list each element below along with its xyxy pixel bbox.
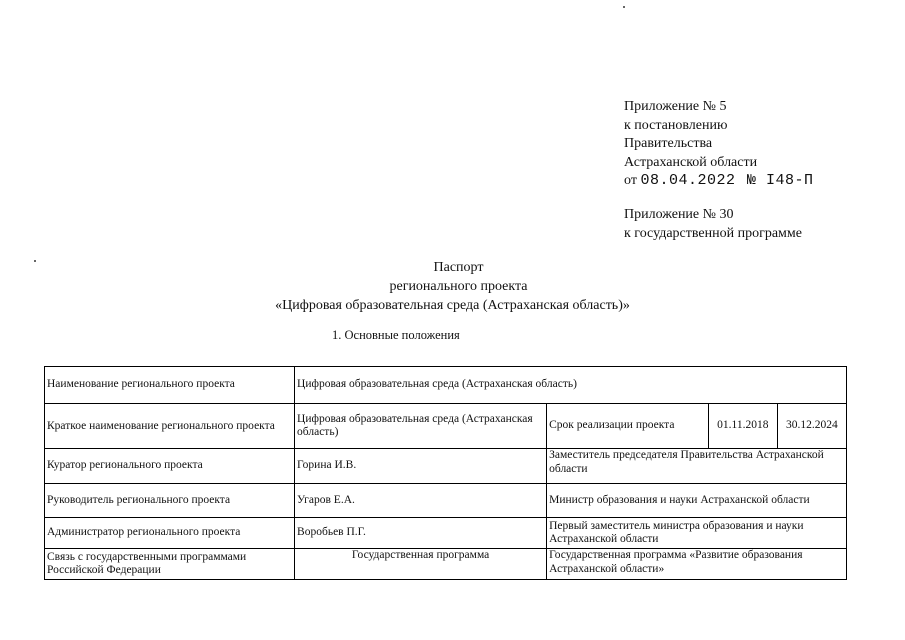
period-label: Срок реализации проекта [547, 404, 709, 449]
appendix-number: Приложение № 5 [624, 99, 727, 114]
decree-number: № I48-П [746, 172, 814, 189]
decree-date: 08.04.2022 [640, 172, 736, 189]
table-row [45, 404, 847, 449]
row-label: Администратор регионального проекта [45, 518, 295, 549]
row-label: Краткое наименование регионального проекта [45, 404, 295, 449]
program-name: Государственная программа «Развитие образования Астраханской области» [547, 549, 847, 580]
row-label: Куратор регионального проекта [45, 449, 295, 484]
table-row [45, 449, 847, 484]
person-position: Министр образования и науки Астраханской области [547, 484, 847, 518]
end-date: 30.12.2024 [777, 404, 846, 449]
person-name: Воробьев П.Г. [295, 518, 547, 549]
table-row [45, 484, 847, 518]
person-name: Горина И.В. [295, 449, 547, 484]
table-row [45, 549, 847, 580]
appendix-block-program [624, 206, 802, 243]
passport-title: Паспорт [433, 260, 484, 275]
from-label: от [624, 173, 637, 188]
row-label: Связь с государственными программами Российской Федерации [45, 549, 295, 580]
scan-speck [34, 260, 36, 262]
table-row [45, 518, 847, 549]
scan-speck [623, 6, 625, 8]
appendix-ref-line: к постановлению [624, 117, 728, 133]
program-type: Государственная программа [295, 549, 547, 580]
short-name-cell: Цифровая образовательная среда (Астраханская область) [295, 404, 547, 449]
start-date: 01.11.2018 [708, 404, 777, 449]
passport-heading [0, 258, 905, 315]
appendix-ref-line: Астраханской области [624, 154, 758, 170]
project-name: «Цифровая образовательная среда (Астраханская область)» [275, 298, 630, 313]
passport-subtitle: регионального проекта [389, 279, 528, 294]
decree-date-line [624, 172, 813, 191]
appendix-ref-line: Правительства [624, 136, 713, 151]
person-name: Угаров Е.А. [295, 484, 547, 518]
row-label: Наименование регионального проекта [45, 367, 295, 404]
person-position: Первый заместитель министра образования и науки Астраханской области [547, 518, 847, 549]
section-title: 1. Основные положения [332, 328, 460, 342]
appendix-ref-line: к государственной программе [624, 225, 802, 241]
appendix-number: Приложение № 30 [624, 207, 734, 222]
appendix-block-decree [624, 98, 813, 191]
main-provisions-table [44, 366, 847, 580]
project-name-cell: Цифровая образовательная среда (Астраханская область) [295, 367, 847, 404]
person-position: Заместитель председателя Правительства Астраханской области [547, 449, 847, 484]
row-label: Руководитель регионального проекта [45, 484, 295, 518]
table-row [45, 367, 847, 404]
